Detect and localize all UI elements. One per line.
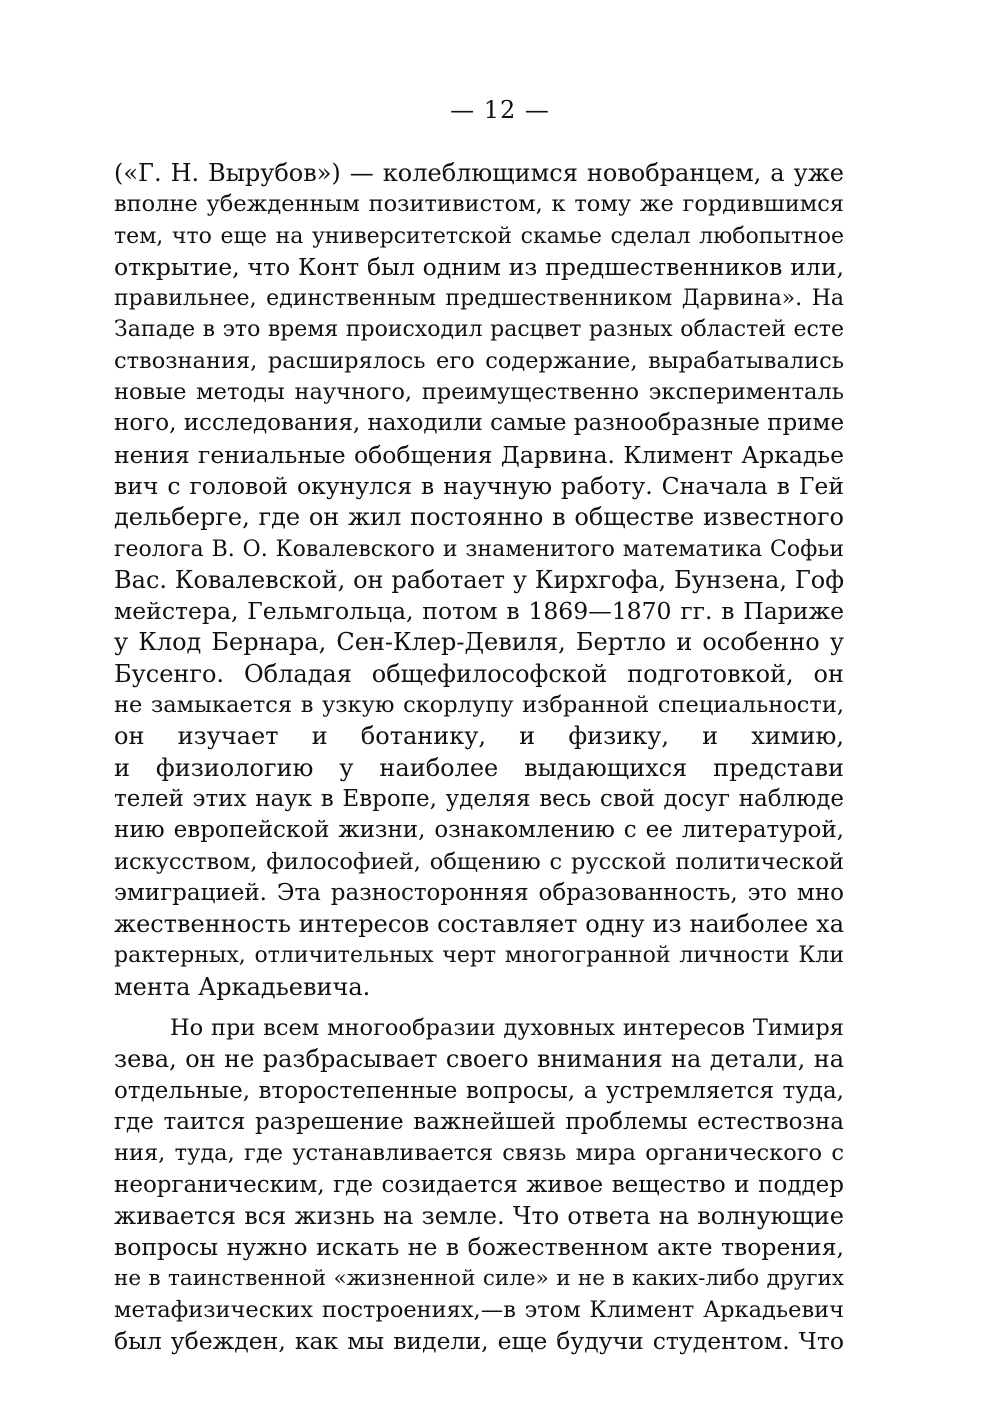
text-line: ствознания, расширялось его содержание, вырабатывались <box>114 347 844 374</box>
body-text <box>114 158 844 1357</box>
paragraph-1 <box>114 158 844 1003</box>
text-line: не в таинственной «жизненной силе» и не в каких-либо других <box>114 1266 844 1292</box>
text-line: («Г. Н. Вырубов») — колеблющимся новобранцем, а уже <box>114 159 844 187</box>
page-number: — 12 — <box>450 96 550 124</box>
text-line: отдельные, второстепенные вопросы, а устремляется туда, <box>114 1077 844 1104</box>
text-line: дельберге, где он жил постоянно в обществе известного <box>114 503 844 532</box>
text-line: открытие, что Конт был одним из предшественников или, <box>114 252 844 281</box>
text-line: и физиологию у наиболее выдающихся представи <box>114 753 844 782</box>
text-line: неорганическим, где созидается живое вещество и поддер <box>114 1171 844 1198</box>
text-line: нения гениальные обобщения Дарвина. Климент Аркадье <box>114 440 844 469</box>
text-line: рактерных, отличительных черт многогранной личности Кли <box>114 943 844 969</box>
paragraph-gap <box>114 1003 844 1013</box>
text-line: был убежден, как мы видели, еще будучи студентом. Что <box>114 1326 844 1355</box>
text-line: мейстера, Гельмгольца, потом в 1869—1870 гг. в Париже <box>114 597 844 626</box>
text-line: нию европейской жизни, ознакомлению с ее литературой, <box>114 817 844 844</box>
text-line: Вас. Ковалевской, он работает у Кирхгофа, Бунзена, Гоф <box>114 565 844 594</box>
text-line: вопросы нужно искать не в божественном акте творения, <box>114 1233 844 1262</box>
text-line: метафизических построениях,—в этом Климент Аркадьевич <box>114 1296 844 1323</box>
text-line: эмиграцией. Эта разносторонняя образованность, это мно <box>114 879 844 906</box>
text-line: живается вся жизнь на земле. Что ответа на волнующие <box>114 1201 844 1230</box>
text-line: правильнее, единственным предшественником Дарвина». На <box>114 286 844 312</box>
text-line: вич с головой окунулся в научную работу. Сначала в Гей <box>114 471 844 500</box>
text-line: геолога В. О. Ковалевского и знаменитого математика Софьи <box>114 536 844 562</box>
text-line: тем, что еще на университетской скамье сделал любопытное <box>114 223 844 249</box>
text-line: мента Аркадьевича. <box>114 972 371 1001</box>
text-line: Но при всем многообразии духовных интересов Тимиря <box>170 1015 844 1042</box>
paragraph-2 <box>114 1013 844 1357</box>
text-line: ния, туда, где устанавливается связь мира органического с <box>114 1140 844 1167</box>
text-line: вполне убежденным позитивистом, к тому же гордившимся <box>114 191 844 218</box>
text-line: искусством, философией, общению с русской политической <box>114 848 844 875</box>
text-line: Бусенго. Обладая общефилософской подготовкой, он <box>114 659 844 688</box>
text-line: новые методы научного, преимущественно эксперименталь <box>114 379 844 406</box>
text-line: зева, он не разбрасывает своего внимания на детали, на <box>114 1045 844 1074</box>
text-line: Западе в это время происходил расцвет разных областей есте <box>114 317 844 343</box>
text-line: где таится разрешение важнейшей проблемы естествозна <box>114 1108 844 1135</box>
text-line: он изучает и ботанику, и физику, и химию, <box>114 722 844 751</box>
text-line: ного, исследования, находили самые разнообразные приме <box>114 410 845 437</box>
text-line: не замыкается в узкую скорлупу избранной специальности, <box>114 692 844 719</box>
text-line: жественность интересов составляет одну из наиболее ха <box>114 910 844 939</box>
text-line: телей этих наук в Европе, уделяя весь свой досуг наблюде <box>114 785 844 812</box>
text-line: у Клод Бернара, Сен-Клер-Девиля, Бертло и особенно у <box>114 628 844 657</box>
